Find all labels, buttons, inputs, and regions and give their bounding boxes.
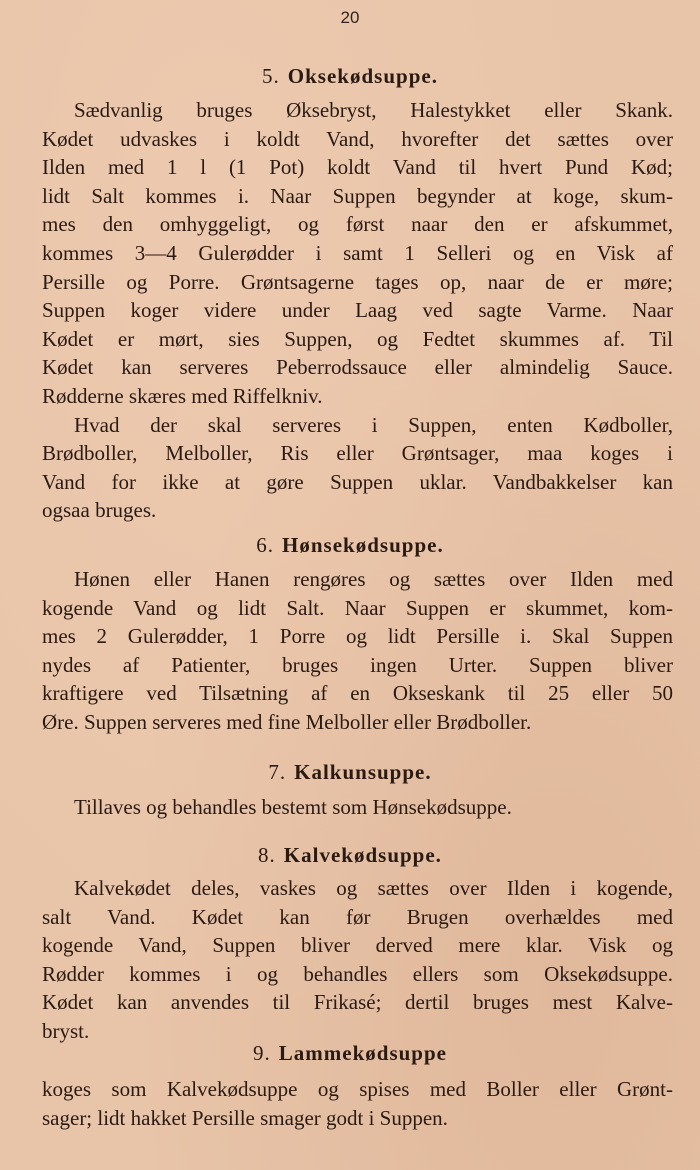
- text-line: Kødet udvaskes i koldt Vand, hvorefter det sættes over: [42, 126, 673, 151]
- text-line: Kødet er mørt, sies Suppen, og Fedtet skummes af. Til: [42, 326, 673, 351]
- text-line: Brødboller, Melboller, Ris eller Grøntsager, maa koges i: [42, 441, 673, 466]
- text-line: Kødet kan serveres Peberrodssauce eller almindelig Sauce.: [42, 355, 673, 380]
- text-line: Rødder kommes i og behandles ellers som Oksekødsuppe.: [42, 961, 673, 986]
- section-number: 7.: [268, 760, 287, 784]
- section-title: Kalkunsuppe.: [294, 760, 432, 784]
- text-line: Kalvekødet deles, vaskes og sættes over Ilden i kogende,: [74, 876, 673, 900]
- text-line: salt Vand. Kødet kan før Brugen overhældes med: [42, 904, 673, 929]
- section-title: Lammekødsuppe: [278, 1041, 447, 1065]
- section-heading-lammekodsuppe: [0, 1041, 700, 1066]
- text-line: mes den omhyggeligt, og først naar den er afskummet,: [42, 212, 673, 237]
- section-title: Oksekødsuppe.: [287, 64, 438, 88]
- section-body-oksekodsuppe: [42, 96, 673, 525]
- section-heading-kalkunsuppe: [0, 760, 700, 785]
- section-title: Kalvekødsuppe.: [283, 843, 442, 867]
- text-line: kraftigere ved Tilsætning af en Okseskank til 25 eller 50: [42, 681, 673, 706]
- text-line: Suppen koger videre under Laag ved sagte Varme. Naar: [42, 298, 673, 323]
- text-line: Persille og Porre. Grøntsagerne tages op, naar de er møre;: [42, 269, 673, 294]
- section-number: 8.: [258, 843, 276, 867]
- section-number: 6.: [256, 533, 275, 557]
- section-body-kalkunsuppe: [42, 793, 673, 822]
- text-line: Sædvanlig bruges Øksebryst, Halestykket eller Skank.: [74, 98, 673, 122]
- text-line: koges som Kalvekødsuppe og spises med Boller eller Grønt-: [42, 1077, 673, 1101]
- text-line: Hvad der skal serveres i Suppen, enten Kødboller,: [74, 412, 673, 437]
- text-line: bryst.: [42, 1018, 90, 1043]
- text-line: ogsaa bruges.: [42, 498, 157, 523]
- section-heading-honsekodsuppe: [0, 533, 700, 558]
- text-line: Rødderne skæres med Riffelkniv.: [42, 383, 323, 408]
- section-title: Hønsekødsuppe.: [282, 533, 444, 557]
- section-body-honsekodsuppe: [42, 565, 673, 737]
- section-body-lammekodsuppe: [42, 1075, 673, 1132]
- text-line: Hønen eller Hanen rengøres og sættes over Ilden med: [74, 567, 673, 591]
- text-line: sager; lidt hakket Persille smager godt i Suppen.: [42, 1105, 448, 1130]
- text-line: Ilden med 1 l (1 Pot) koldt Vand til hvert Pund Kød;: [42, 155, 673, 180]
- section-number: 5.: [262, 64, 280, 88]
- text-line: nydes af Patienter, bruges ingen Urter. Suppen bliver: [42, 652, 673, 677]
- text-line: lidt Salt kommes i. Naar Suppen begynder at koge, skum-: [42, 183, 673, 208]
- text-line: kommes 3—4 Gulerødder i samt 1 Selleri og en Visk af: [42, 240, 673, 265]
- section-body-kalvekodsuppe: [42, 874, 673, 1046]
- text-line: kogende Vand, Suppen bliver derved mere klar. Visk og: [42, 933, 673, 958]
- section-heading-oksekodsuppe: [0, 64, 700, 89]
- section-number: 9.: [253, 1041, 271, 1065]
- page-number: 20: [340, 8, 360, 27]
- text-line: Tillaves og behandles bestemt som Hønsekødsuppe.: [74, 795, 512, 819]
- text-line: Kødet kan anvendes til Frikasé; dertil bruges mest Kalve-: [42, 990, 673, 1015]
- text-line: kogende Vand og lidt Salt. Naar Suppen er skummet, kom-: [42, 595, 673, 620]
- section-heading-kalvekodsuppe: [0, 843, 700, 868]
- text-line: Vand for ikke at gøre Suppen uklar. Vandbakkelser kan: [42, 469, 673, 494]
- text-line: Øre. Suppen serveres med fine Melboller eller Brødboller.: [42, 709, 532, 734]
- text-line: mes 2 Gulerødder, 1 Porre og lidt Persille i. Skal Suppen: [42, 624, 673, 649]
